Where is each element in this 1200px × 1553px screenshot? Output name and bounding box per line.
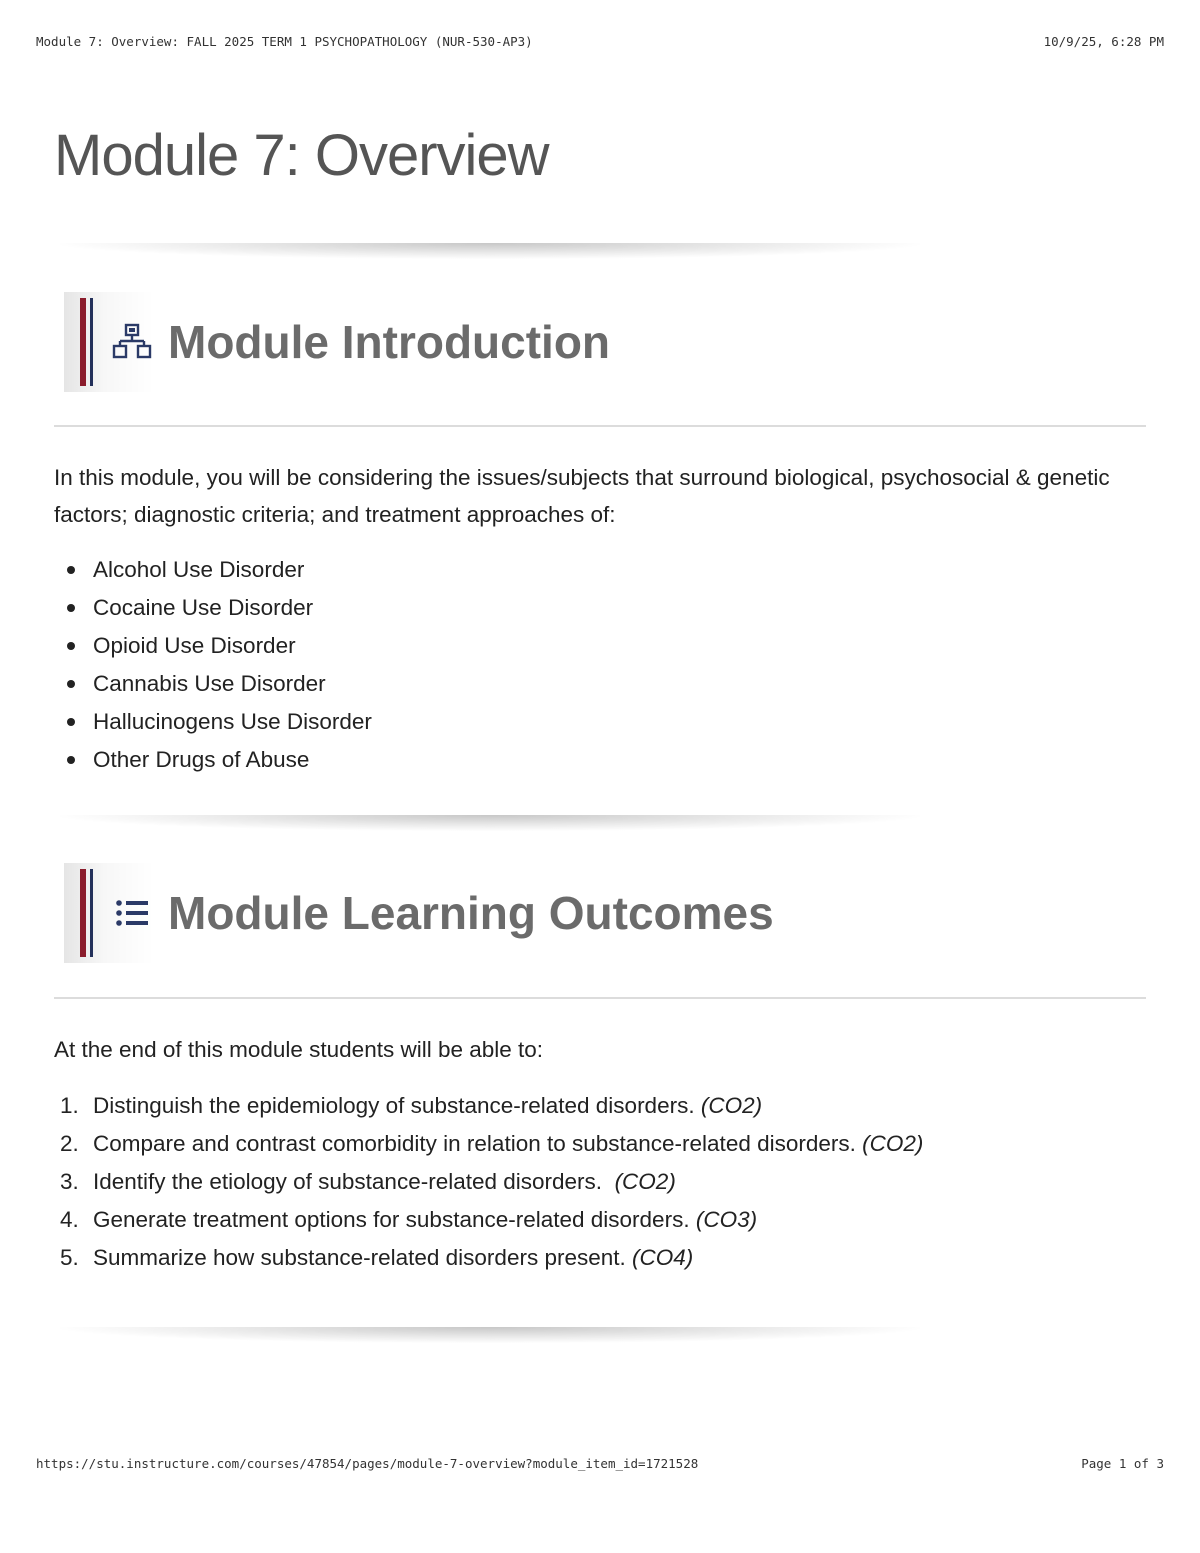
list-item-number: 3. (60, 1169, 79, 1194)
list-item-text: Identify the etiology of substance-related disorders. (93, 1169, 609, 1194)
course-outcome-code: (CO3) (695, 1207, 758, 1232)
list-item-text: Cannabis Use Disorder (93, 671, 326, 696)
accent-bars (64, 863, 154, 963)
section-title-introduction: Module Introduction (168, 316, 611, 368)
page-title: Module 7: Overview (54, 123, 549, 188)
list-item-text: Generate treatment options for substance-related disorders. (93, 1207, 690, 1232)
list-item (54, 665, 372, 703)
list-item (54, 627, 372, 665)
introduction-paragraph: In this module, you will be considering the issues/subjects that surround biological, psychosocial & genetic factors; diagnostic criteria; and treatment approaches of: (54, 465, 1110, 527)
sitemap-icon (112, 322, 152, 362)
print-header (36, 34, 1164, 49)
shadow-divider (60, 815, 920, 831)
list-item-text: Alcohol Use Disorder (93, 557, 305, 582)
course-outcome-code: (CO2) (700, 1093, 763, 1118)
list-item-number: 4. (60, 1207, 79, 1232)
course-outcome-code: (CO2) (614, 1169, 676, 1194)
list-item-text: Compare and contrast comorbidity in relation to substance-related disorders. (93, 1131, 856, 1156)
list-item (54, 551, 372, 589)
print-header-title: Module 7: Overview: FALL 2025 TERM 1 PSYCHOPATHOLOGY (NUR-530-AP3) (36, 34, 533, 49)
section-rule (54, 997, 1146, 999)
list-icon (112, 893, 152, 933)
accent-bar-red (80, 869, 86, 957)
print-footer (36, 1456, 1164, 1471)
section-rule (54, 425, 1146, 427)
bullet (67, 680, 75, 688)
bullet (67, 718, 75, 726)
list-item-text: Hallucinogens Use Disorder (93, 709, 372, 734)
accent-bar-red (80, 298, 86, 386)
accent-bar-navy (90, 869, 93, 957)
shadow-divider (60, 243, 920, 259)
outcomes-list (54, 1087, 923, 1277)
list-item-number: 2. (60, 1131, 79, 1156)
list-item-text: Distinguish the epidemiology of substance-related disorders. (93, 1093, 695, 1118)
outcomes-paragraph: At the end of this module students will be able to: (54, 1037, 544, 1062)
list-item-text: Summarize how substance-related disorders present. (93, 1245, 626, 1270)
bullet (67, 604, 75, 612)
bullet (67, 756, 75, 764)
course-outcome-code: (CO2) (862, 1131, 924, 1156)
course-outcome-code: (CO4) (632, 1245, 694, 1270)
print-footer-page-number: Page 1 of 3 (1081, 1456, 1164, 1471)
list-item-number: 5. (60, 1245, 79, 1270)
bullet (67, 566, 75, 574)
print-footer-url: https://stu.instructure.com/courses/47854/pages/module-7-overview?module_item_id=1721528 (36, 1456, 699, 1471)
shadow-divider (60, 1327, 920, 1343)
section-title-outcomes: Module Learning Outcomes (168, 887, 774, 939)
accent-bars (64, 292, 154, 392)
list-item (54, 1163, 923, 1201)
list-item (54, 703, 372, 741)
list-item-text: Opioid Use Disorder (93, 633, 296, 658)
print-header-datetime: 10/9/25, 6:28 PM (1043, 34, 1164, 49)
section-header-outcomes (64, 863, 774, 963)
disorder-list (54, 551, 372, 779)
list-item-text: Cocaine Use Disorder (93, 595, 314, 620)
list-item-number: 1. (60, 1093, 79, 1118)
list-item-text: Other Drugs of Abuse (93, 747, 310, 772)
list-item (54, 1239, 923, 1277)
list-item (54, 1201, 923, 1239)
list-item (54, 589, 372, 627)
bullet (67, 642, 75, 650)
accent-bar-navy (90, 298, 93, 386)
list-item (54, 1087, 923, 1125)
list-item (54, 741, 372, 779)
list-item (54, 1125, 923, 1163)
section-header-introduction (64, 292, 610, 392)
